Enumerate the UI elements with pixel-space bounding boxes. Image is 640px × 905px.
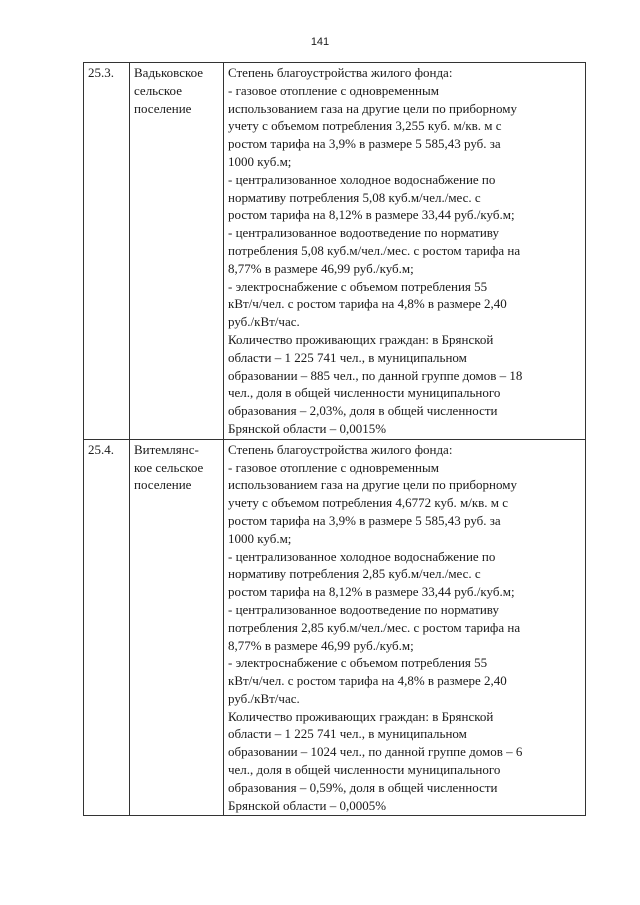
description-line: - электроснабжение с объемом потребления 55 — [228, 278, 488, 294]
settlement-name-line: поселение — [134, 100, 192, 116]
settlement-name-cell — [130, 63, 224, 440]
settlement-name-line: Вадьковское — [134, 65, 204, 80]
settlement-name-line: кое сельское — [134, 459, 204, 475]
description-line: 1000 куб.м; — [228, 530, 292, 546]
description-line: Степень благоустройства жилого фонда: — [228, 65, 453, 80]
description-line: нормативу потребления 5,08 куб.м/чел./мес. с — [228, 189, 481, 205]
settlement-name-cell — [130, 439, 224, 816]
description-line: образовании – 1024 чел., по данной группе домов – 6 — [228, 744, 523, 760]
description-line: 1000 куб.м; — [228, 153, 292, 169]
settlement-name-line: поселение — [134, 477, 192, 493]
description-line: образования – 0,59%, доля в общей численности — [228, 779, 498, 795]
description-line: 8,77% в размере 46,99 руб./куб.м; — [228, 637, 414, 653]
description-line: - централизованное холодное водоснабжение по — [228, 171, 496, 187]
description-line: образования – 2,03%, доля в общей численности — [228, 403, 498, 419]
description-line: ростом тарифа на 8,12% в размере 33,44 руб./куб.м; — [228, 584, 515, 600]
description-line: Брянской области – 0,0005% — [228, 797, 387, 813]
description-line: - централизованное водоотведение по нормативу — [228, 601, 499, 617]
description-line: 8,77% в размере 46,99 руб./куб.м; — [228, 260, 414, 276]
description-line: учету с объемом потребления 3,255 куб. м/кв. м с — [228, 118, 502, 134]
description-line: использованием газа на другие цели по приборному — [228, 100, 517, 116]
description-cell — [224, 63, 586, 440]
settlement-name-line: сельское — [134, 82, 182, 98]
description-line: области – 1 225 741 чел., в муниципальном — [228, 349, 467, 365]
description-line: образовании – 885 чел., по данной группе домов – 18 — [228, 367, 523, 383]
description-line: Количество проживающих граждан: в Брянской — [228, 708, 494, 724]
description-line: кВт/ч/чел. с ростом тарифа на 4,8% в размере 2,40 — [228, 296, 507, 312]
description-cell — [224, 439, 586, 816]
description-line: учету с объемом потребления 4,6772 куб. м/кв. м с — [228, 495, 509, 511]
description-line: чел., доля в общей численности муниципального — [228, 385, 501, 401]
page-number: 141 — [310, 36, 330, 48]
description-line: нормативу потребления 2,85 куб.м/чел./мес. с — [228, 566, 481, 582]
table-row — [84, 63, 586, 440]
settlements-table — [83, 62, 586, 816]
description-line: руб./кВт/час. — [228, 690, 300, 706]
description-line: кВт/ч/чел. с ростом тарифа на 4,8% в размере 2,40 — [228, 673, 507, 689]
description-line: Брянской области – 0,0015% — [228, 420, 387, 436]
settlement-name-line: Витемлянс- — [134, 441, 199, 457]
description-line: - централизованное водоотведение по нормативу — [228, 225, 499, 241]
description-line: - централизованное холодное водоснабжение по — [228, 548, 496, 564]
table-body — [84, 63, 586, 816]
description-line: ростом тарифа на 3,9% в размере 5 585,43 руб. за — [228, 136, 501, 152]
description-line: Количество проживающих граждан: в Брянской — [228, 331, 494, 347]
row-number-cell: 25.3. — [84, 63, 130, 440]
description-line: использованием газа на другие цели по приборному — [228, 477, 517, 493]
description-line: руб./кВт/час. — [228, 314, 300, 330]
description-line: Степень благоустройства жилого фонда: — [228, 441, 453, 457]
table-row — [84, 439, 586, 816]
description-line: ростом тарифа на 3,9% в размере 5 585,43 руб. за — [228, 512, 501, 528]
description-line: потребления 2,85 куб.м/чел./мес. с ростом тарифа на — [228, 619, 521, 635]
description-line: - газовое отопление с одновременным — [228, 459, 439, 475]
description-line: - электроснабжение с объемом потребления 55 — [228, 655, 488, 671]
description-line: ростом тарифа на 8,12% в размере 33,44 руб./куб.м; — [228, 207, 515, 223]
description-line: области – 1 225 741 чел., в муниципальном — [228, 726, 467, 742]
description-line: потребления 5,08 куб.м/чел./мес. с ростом тарифа на — [228, 242, 521, 258]
description-line: чел., доля в общей численности муниципального — [228, 762, 501, 778]
row-number-cell: 25.4. — [84, 439, 130, 816]
description-line: - газовое отопление с одновременным — [228, 82, 439, 98]
